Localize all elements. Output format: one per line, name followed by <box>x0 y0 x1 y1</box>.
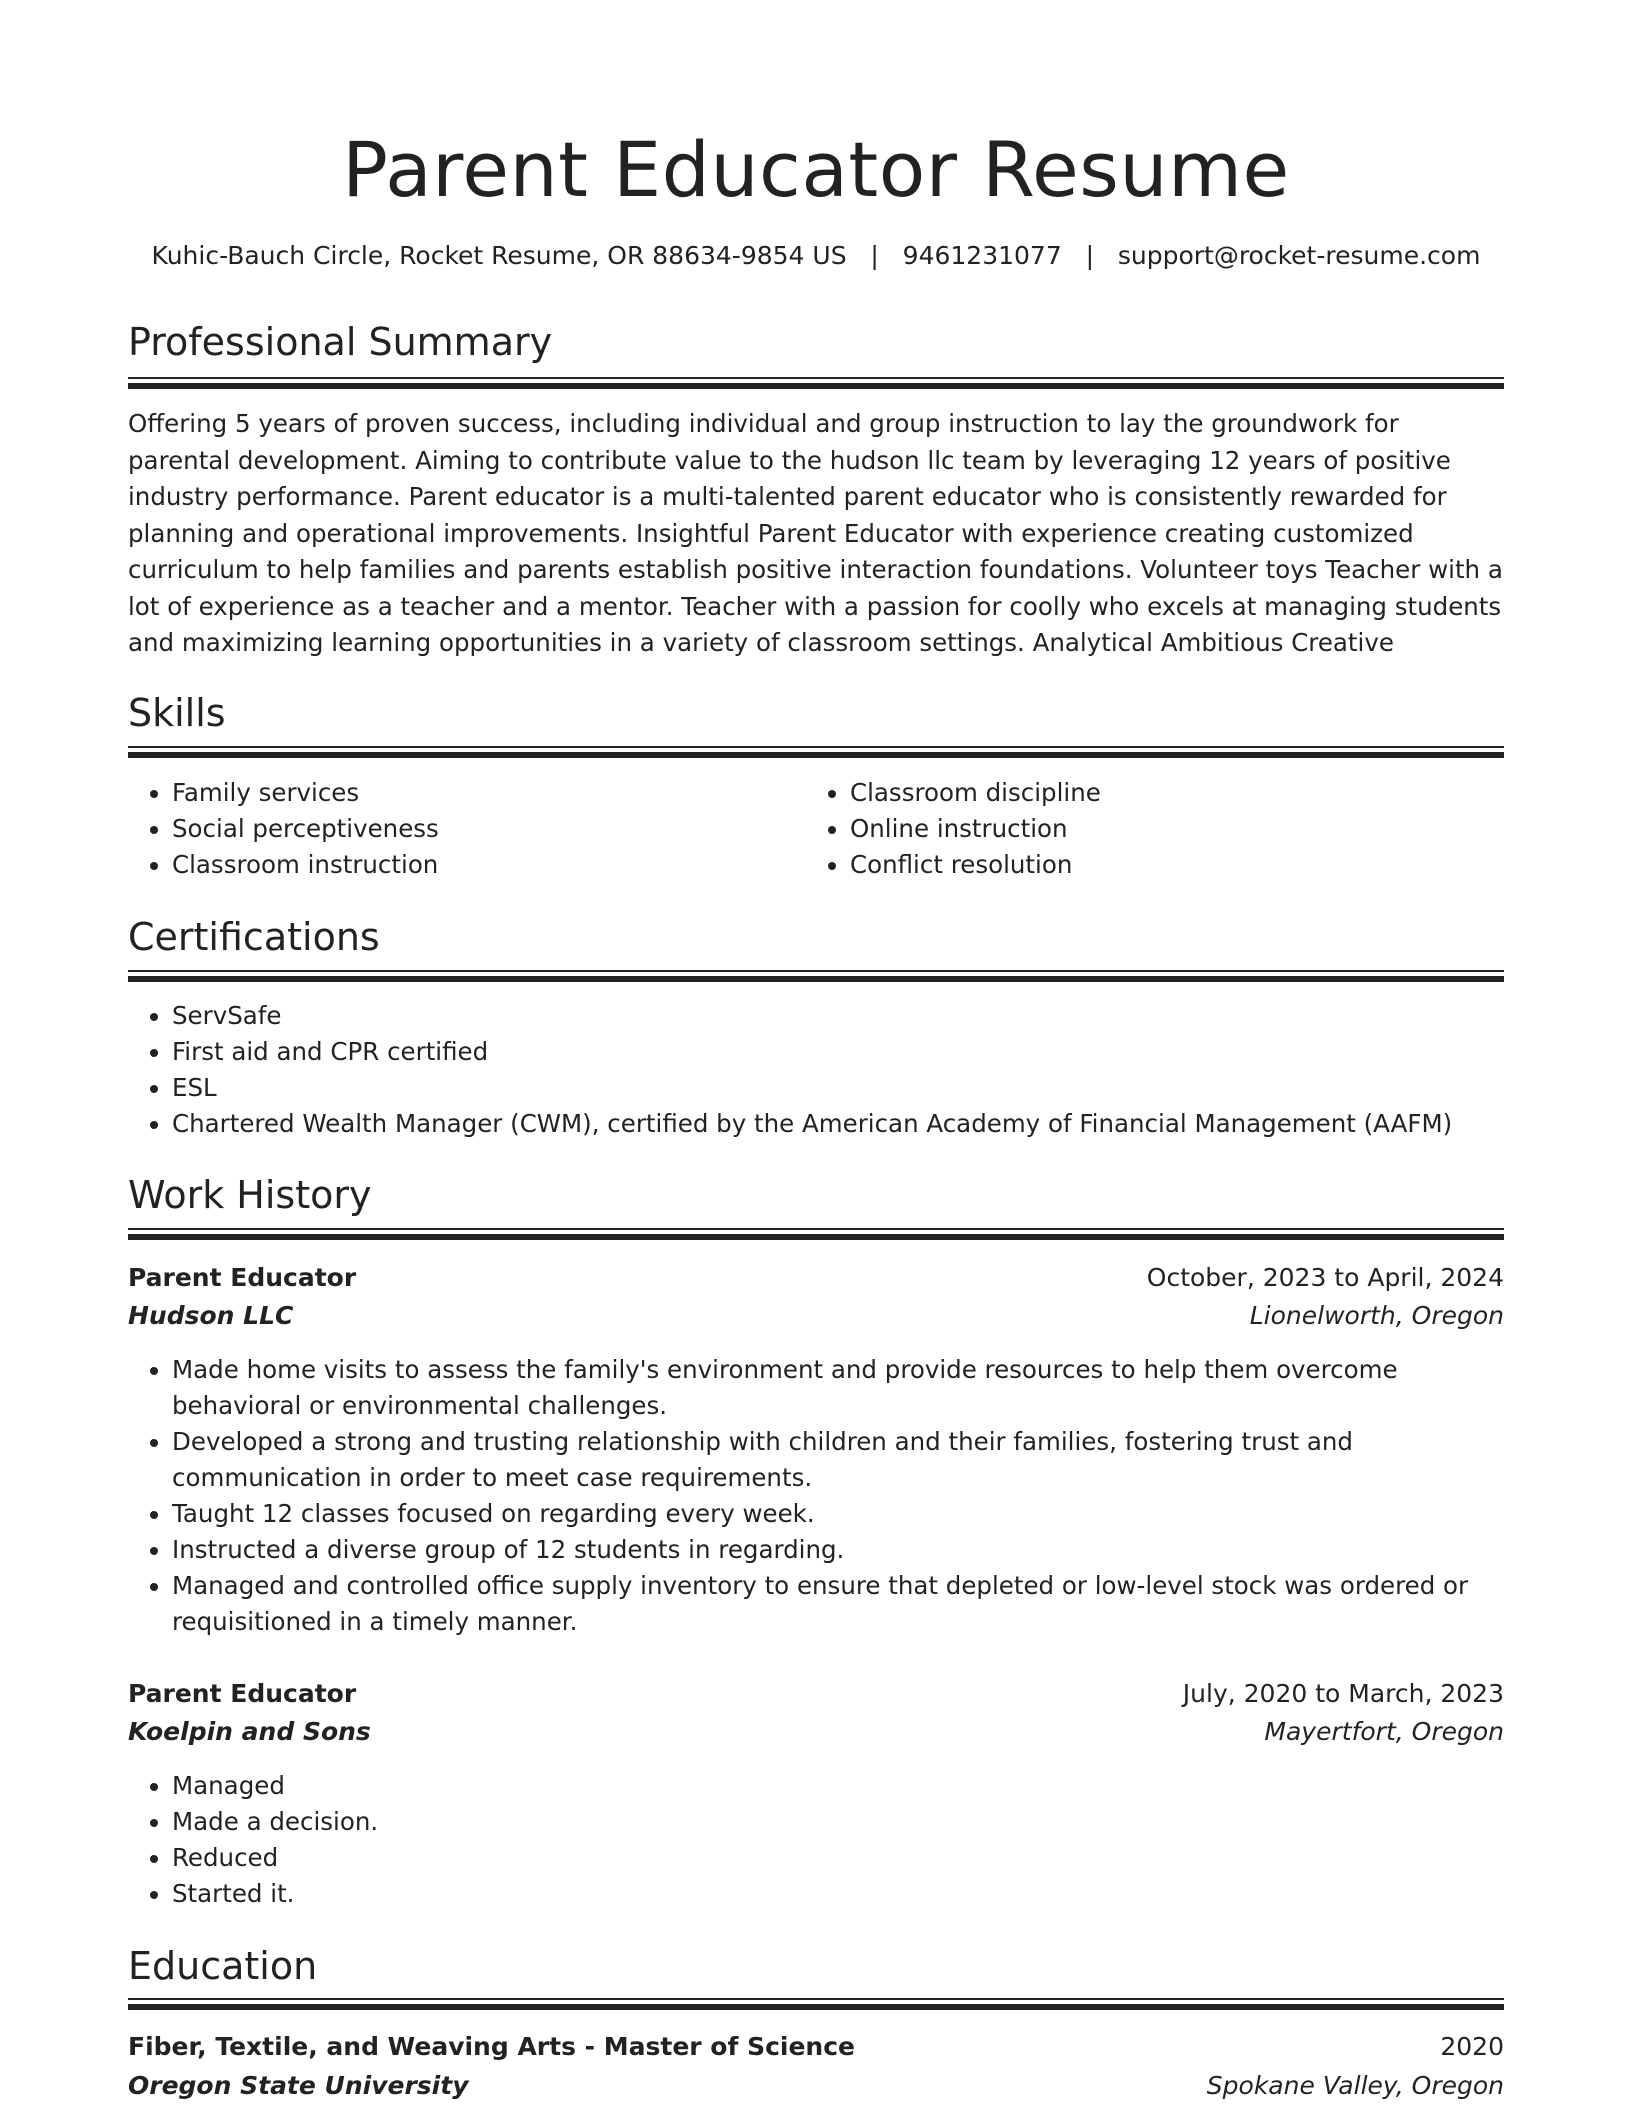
job-company: Hudson LLC <box>128 1301 294 1330</box>
education-heading: Education <box>128 1944 318 1988</box>
job-location: Lionelworth, Oregon <box>1249 1301 1504 1330</box>
skills-list-right <box>806 775 1490 883</box>
work-history-heading: Work History <box>128 1173 372 1217</box>
list-item: • Made home visits to assess the family's environment and provide resources to help them overcome behavioral or environmental challenges. <box>172 1352 1504 1424</box>
education-degree: Fiber, Textile, and Weaving Arts - Master of Science <box>128 2032 855 2061</box>
job-title: Parent Educator <box>128 1263 357 1292</box>
list-item: • Online instruction <box>850 811 1490 847</box>
list-item: • Reduced <box>172 1840 1504 1876</box>
education-year: 2020 <box>1440 2032 1504 2061</box>
list-item: • Conflict resolution <box>850 847 1490 883</box>
job-bullets <box>128 1352 1504 1640</box>
list-item: • ESL <box>172 1070 1548 1106</box>
education-school: Oregon State University <box>128 2071 469 2100</box>
work-history-divider <box>128 1228 1504 1240</box>
list-item: • Social perceptiveness <box>172 811 812 847</box>
certifications-list <box>128 998 1548 1142</box>
list-item: • Chartered Wealth Manager (CWM), certified by the American Academy of Financial Management (AAFM) <box>172 1106 1548 1142</box>
list-item: • Made a decision. <box>172 1804 1504 1840</box>
education-location: Spokane Valley, Oregon <box>1206 2071 1504 2100</box>
job-dates: July, 2020 to March, 2023 <box>1182 1679 1504 1708</box>
list-item: • Managed <box>172 1768 1504 1804</box>
list-item: • ServSafe <box>172 998 1548 1034</box>
list-item: • Developed a strong and trusting relationship with children and their families, fostering trust and communication in order to meet case requirements. <box>172 1424 1504 1496</box>
education-divider <box>128 1998 1504 2010</box>
summary-text: Offering 5 years of proven success, including individual and group instruction to lay the groundwork for parental development. Aiming to contribute value to the hudson llc team by leveraging 12 years of positive industry performance. Parent educator is a multi-talented parent educator who is consistently rewarded for planning and operational improvements. Insightful Parent Educator with experience creating customized curriculum to help families and parents establish positive interaction foundations. Volunteer toys Teacher with a lot of experience as a teacher and a mentor. Teacher with a passion for coolly who excels at managing students and maximizing learning opportunities in a variety of classroom settings. Analytical Ambitious Creative <box>128 409 1503 657</box>
list-item: • Classroom discipline <box>850 775 1490 811</box>
job-dates: October, 2023 to April, 2024 <box>1146 1263 1504 1292</box>
summary-divider <box>128 377 1504 389</box>
contact-line: Kuhic-Bauch Circle, Rocket Resume, OR 88634-9854 US | 9461231077 | support@rocket-resume.com <box>151 241 1481 270</box>
job-location: Mayertfort, Oregon <box>1264 1717 1504 1746</box>
skills-divider <box>128 746 1504 758</box>
certifications-divider <box>128 970 1504 982</box>
skills-list-left <box>128 775 812 883</box>
skills-heading: Skills <box>128 691 226 735</box>
list-item: • Family services <box>172 775 812 811</box>
job-title: Parent Educator <box>128 1679 357 1708</box>
list-item: • Started it. <box>172 1876 1504 1912</box>
resume-title: Parent Educator Resume <box>342 125 1290 214</box>
job-company: Koelpin and Sons <box>128 1717 371 1746</box>
summary-heading: Professional Summary <box>128 320 553 364</box>
certifications-heading: Certifications <box>128 915 380 959</box>
list-item: • Classroom instruction <box>172 847 812 883</box>
job-bullets <box>128 1768 1504 1912</box>
list-item: • First aid and CPR certified <box>172 1034 1548 1070</box>
list-item: • Managed and controlled office supply inventory to ensure that depleted or low-level stock was ordered or requisitioned in a timely manner. <box>172 1568 1504 1640</box>
list-item: • Taught 12 classes focused on regarding every week. <box>172 1496 1504 1532</box>
list-item: • Instructed a diverse group of 12 students in regarding. <box>172 1532 1504 1568</box>
